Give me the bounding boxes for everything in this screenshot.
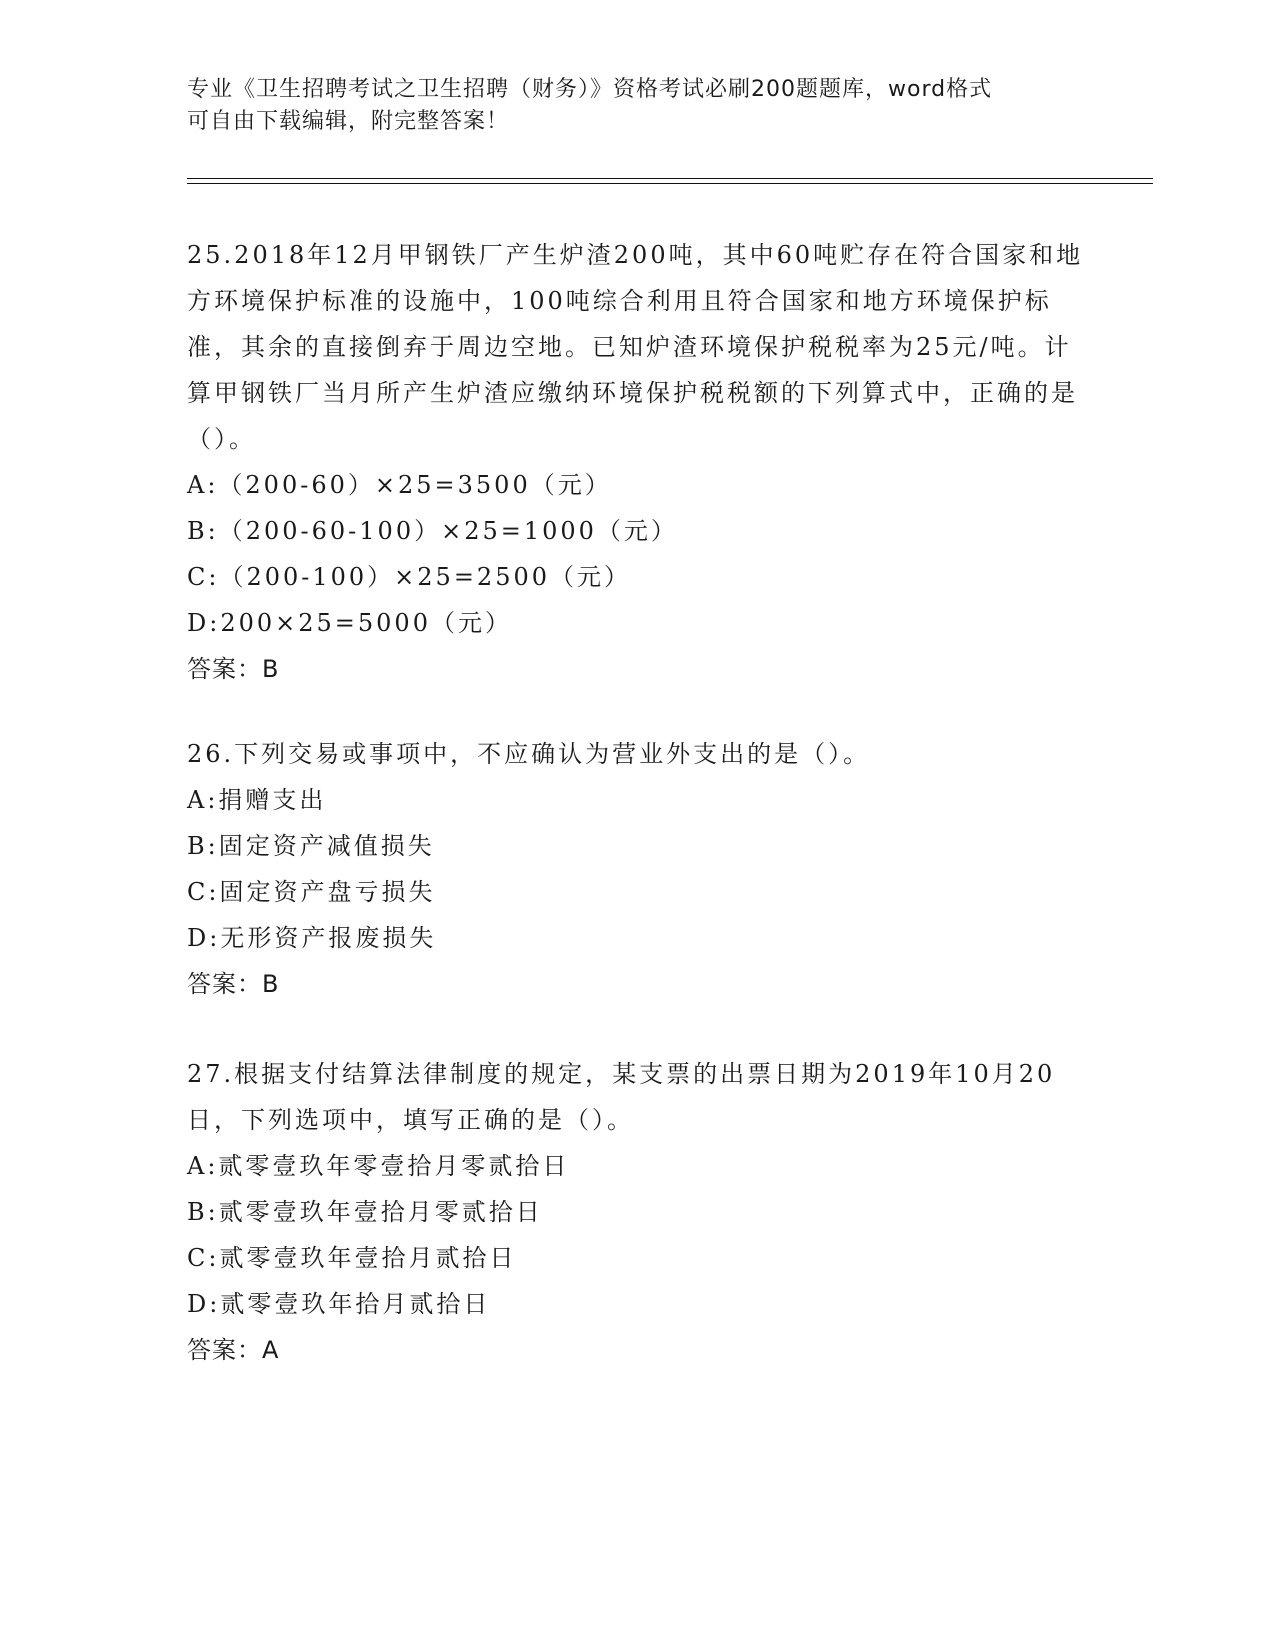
question-stem: 27.根据支付结算法律制度的规定，某支票的出票日期为2019年10月20日，下列选项中，填写正确的是（）。 [187, 1060, 1056, 1134]
option-c: C:固定资产盘亏损失 [187, 878, 436, 906]
option-b: B:（200-60-100）×25=1000（元） [187, 517, 678, 545]
option-d: D:贰零壹玖年拾月贰拾日 [187, 1290, 491, 1318]
option-c: C:贰零壹玖年壹拾月贰拾日 [187, 1244, 517, 1272]
answer-label: 答案：B [187, 655, 280, 683]
question-26 [187, 731, 1087, 1007]
option-b: B:固定资产减值损失 [187, 832, 435, 860]
question-27 [187, 1051, 1087, 1373]
header-divider-top [187, 178, 1153, 179]
answer-label: 答案：B [187, 970, 280, 998]
option-d: D:200×25=5000（元） [187, 609, 512, 637]
header-divider-bottom [187, 183, 1153, 184]
option-d: D:无形资产报废损失 [187, 924, 437, 952]
document-header [187, 74, 1087, 138]
header-line-2: 可自由下载编辑，附完整答案！ [187, 109, 510, 134]
question-stem: 26.下列交易或事项中，不应确认为营业外支出的是（）。 [187, 740, 871, 768]
option-a: A:捐赠支出 [187, 786, 327, 814]
question-25 [187, 232, 1087, 692]
option-a: A:贰零壹玖年零壹拾月零贰拾日 [187, 1152, 570, 1180]
header-line-1: 专业《卫生招聘考试之卫生招聘（财务）》资格考试必刷200题题库，word格式 [187, 77, 993, 102]
question-stem: 25.2018年12月甲钢铁厂产生炉渣200吨，其中60吨贮存在符合国家和地方环境保护标准的设施中，100吨综合利用且符合国家和地方环境保护标准，其余的直接倒弃于周边空地。已知炉渣环境保护税税率为25元/吨。计算甲钢铁厂当月所产生炉渣应缴纳环境保护税税额的下列算式中，正确的是（）。 [187, 241, 1084, 453]
option-c: C:（200-100）×25=2500（元） [187, 563, 632, 591]
answer-label: 答案：A [187, 1336, 280, 1364]
option-a: A:（200-60）×25=3500（元） [187, 471, 612, 499]
option-b: B:贰零壹玖年壹拾月零贰拾日 [187, 1198, 543, 1226]
